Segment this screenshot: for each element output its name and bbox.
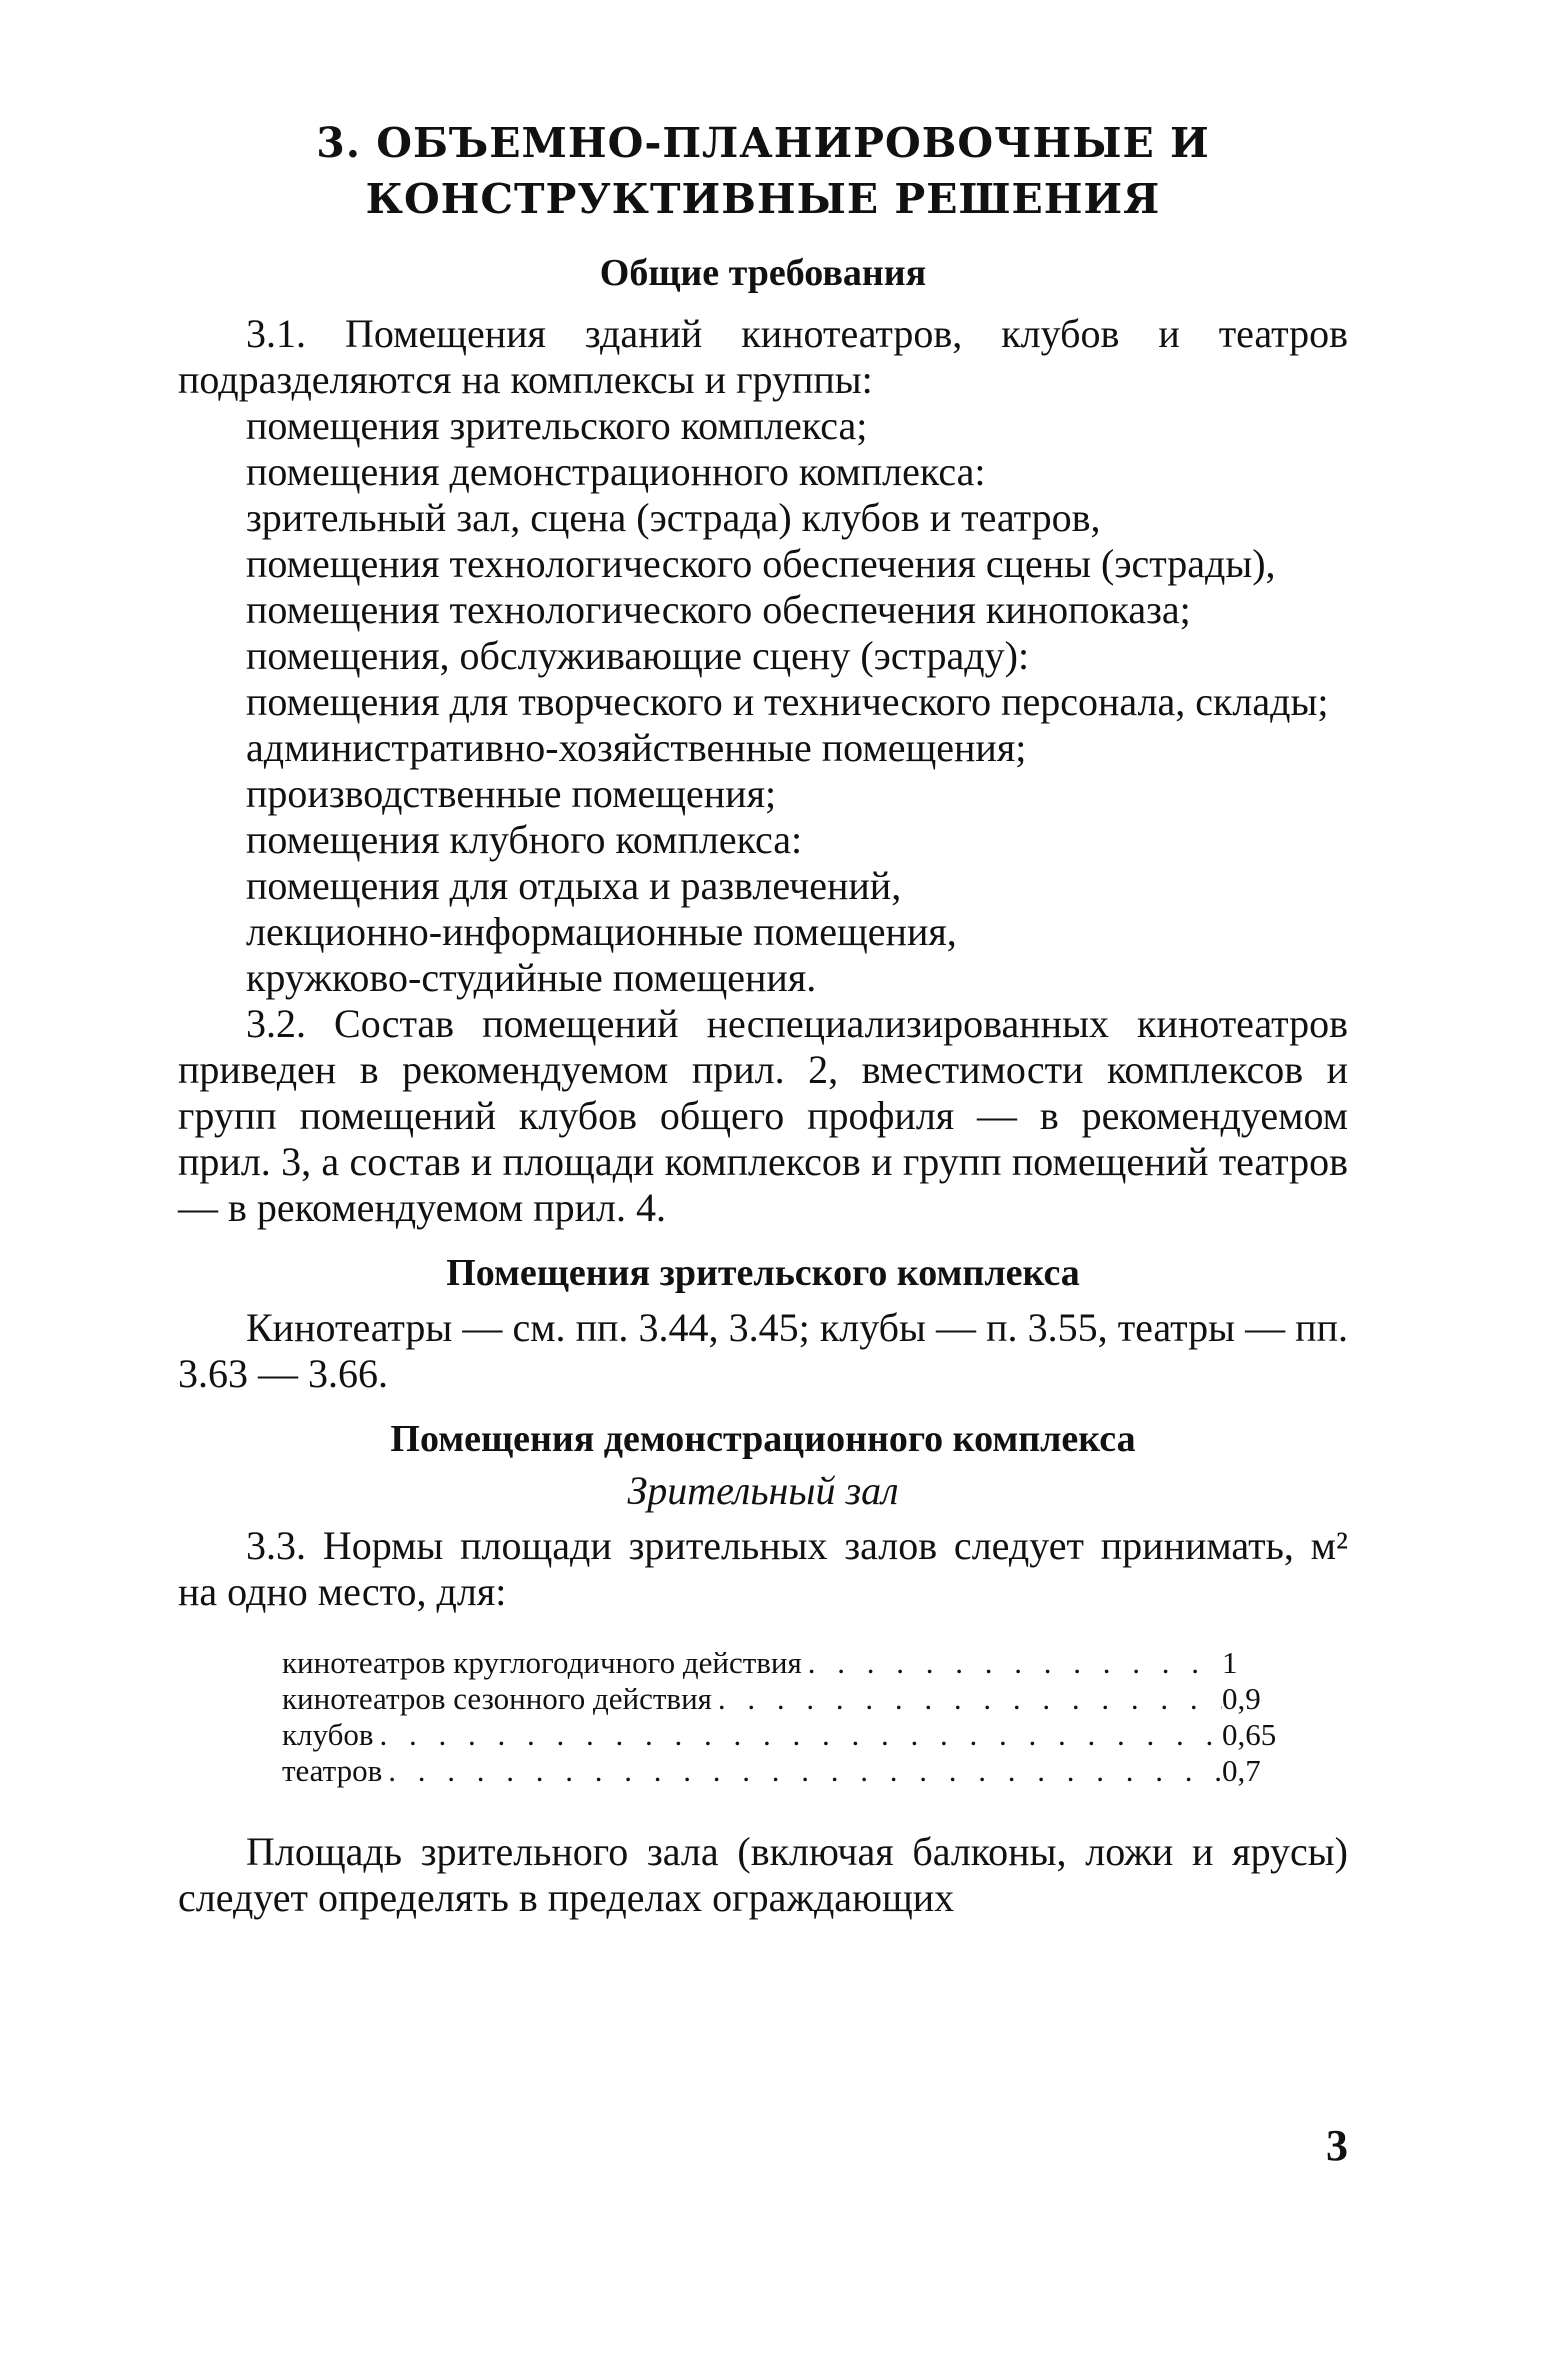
dot-leader — [382, 1753, 1222, 1789]
page-number: 3 — [1326, 2121, 1348, 2170]
norm-label: театров — [282, 1753, 383, 1788]
table-row — [282, 1681, 1292, 1717]
norm-label: клубов — [282, 1717, 374, 1752]
norm-label: кинотеатров круглогодичного действия — [282, 1645, 802, 1680]
chapter-title-line1: 3. ОБЪЕМНО-ПЛАНИРОВОЧНЫЕ И — [316, 119, 1210, 167]
list-item: административно-хозяйственные помещения; — [246, 725, 1027, 770]
list-item: лекционно-информационные помещения, — [246, 909, 957, 954]
dot-leader — [802, 1645, 1222, 1681]
paragraph-final: Площадь зрительного зала (включая балконы, ложи и ярусы) следует определять в пределах ограждающих — [178, 1829, 1348, 1920]
norm-label: кинотеатров сезонного действия — [282, 1681, 712, 1716]
list-item: помещения зрительского комплекса; — [246, 403, 868, 448]
norm-value: 0,7 — [1222, 1753, 1261, 1788]
paragraph-3-2: 3.2. Состав помещений неспециализированных кинотеатров приведен в рекомендуемом прил. 2, вместимости комплексов и групп помещений клубов общего профиля — в рекомендуемом прил. 3, а состав и площади комплексов и групп помещений театров — в рекомендуемом прил. 4. — [178, 1001, 1348, 1230]
norm-value: 0,65 — [1222, 1717, 1277, 1752]
norm-value: 0,9 — [1222, 1681, 1261, 1716]
list-item: производственные помещения; — [246, 771, 777, 816]
list-item: помещения для отдыха и развлечений, — [246, 863, 902, 908]
list-item: помещения, обслуживающие сцену (эстраду): — [246, 633, 1030, 678]
section-heading-demo: Помещения демонстрационного комплекса — [390, 1418, 1136, 1460]
list-item: помещения технологического обеспечения сцены (эстрады), — [246, 541, 1276, 586]
section-heading-general: Общие требования — [599, 252, 927, 294]
paragraph-3-3: 3.3. Нормы площади зрительных залов следует принимать, м² на одно место, для: — [178, 1523, 1348, 1614]
table-row — [282, 1645, 1292, 1681]
table-row — [282, 1753, 1292, 1789]
list-item: кружково-студийные помещения. — [246, 955, 817, 1000]
list-item: зрительный зал, сцена (эстрада) клубов и театров, — [246, 495, 1101, 540]
norms-table — [282, 1645, 1292, 1789]
subsection-heading-hall: Зрительный зал — [627, 1468, 899, 1513]
list-item: помещения для творческого и технического персонала, склады; — [246, 679, 1329, 724]
table-row — [282, 1717, 1292, 1753]
page-content — [178, 115, 1348, 1921]
dot-leader — [712, 1681, 1222, 1717]
list-item: помещения демонстрационного комплекса: — [246, 449, 986, 494]
dot-leader — [374, 1717, 1222, 1753]
norm-value: 1 — [1222, 1645, 1238, 1680]
paragraph-3-1-lead: 3.1. Помещения зданий кинотеатров, клубов и театров подразделяются на комплексы и группы: — [178, 311, 1348, 402]
list-item: помещения технологического обеспечения кинопоказа; — [246, 587, 1191, 632]
paragraph-spectator: Кинотеатры — см. пп. 3.44, 3.45; клубы — п. 3.55, театры — пп. 3.63 — 3.66. — [178, 1305, 1348, 1396]
chapter-title-line2: КОНСТРУКТИВНЫЕ РЕШЕНИЯ — [365, 175, 1161, 223]
section-heading-spectator: Помещения зрительского комплекса — [446, 1252, 1080, 1294]
list-item: помещения клубного комплекса: — [246, 817, 803, 862]
